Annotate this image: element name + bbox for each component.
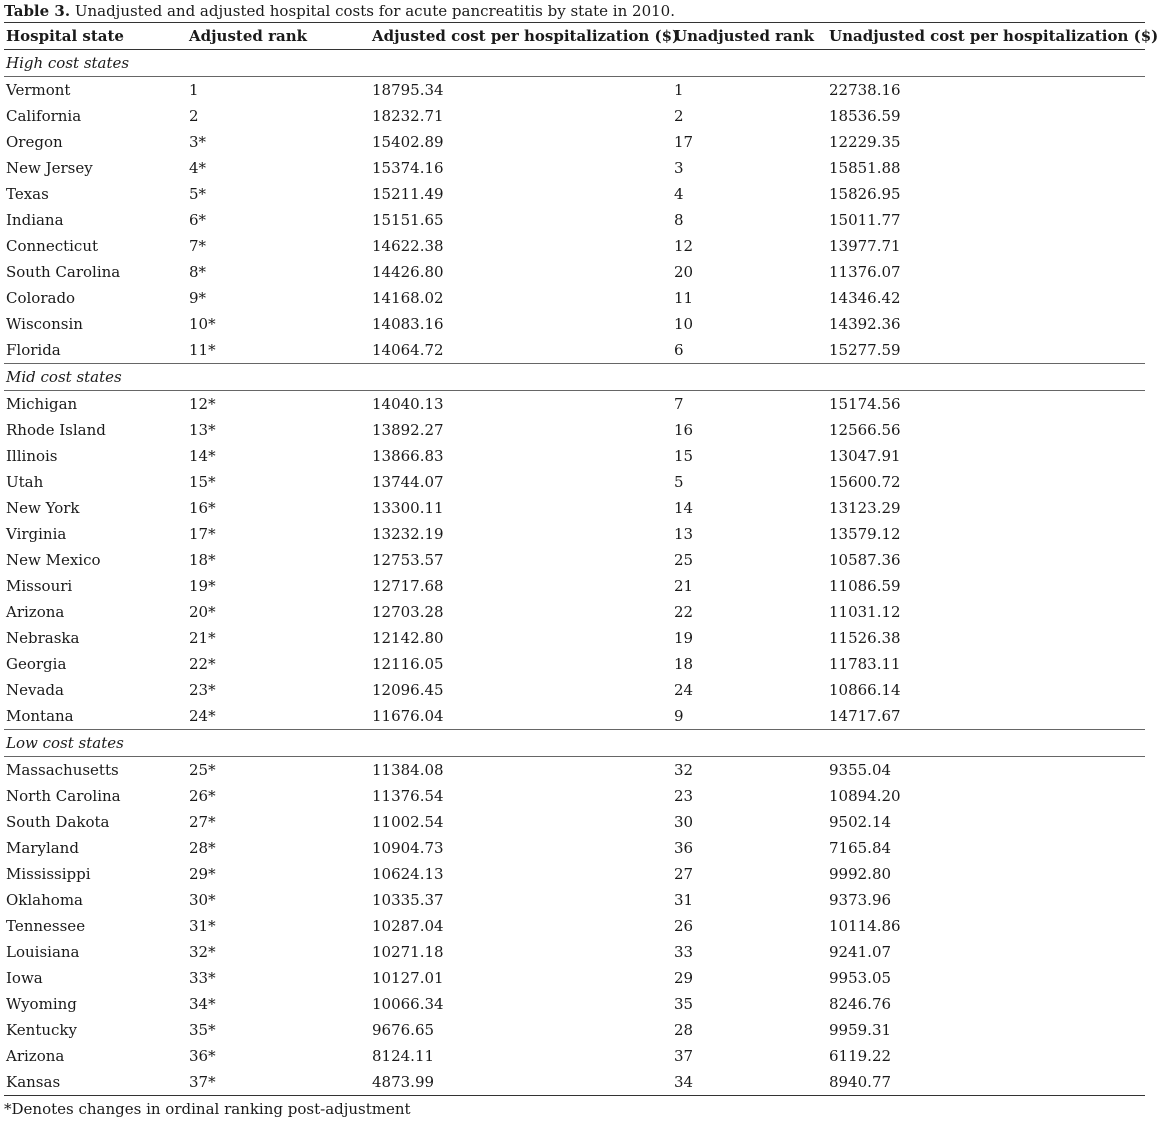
group-title: Low cost states [4, 730, 1145, 757]
table-row [4, 703, 1145, 730]
unadjusted-rank-cell: 10 [674, 315, 694, 333]
adjusted-cost-cell: 12142.80 [372, 629, 444, 647]
state-cell: Nebraska [6, 629, 80, 647]
unadjusted-rank-cell: 20 [674, 263, 694, 281]
state-cell: Missouri [6, 577, 73, 595]
unadjusted-cost-cell: 8940.77 [827, 1069, 1145, 1096]
table-row [4, 129, 1145, 155]
state-cell: Mississippi [6, 865, 91, 883]
adjusted-cost-cell: 12717.68 [372, 577, 444, 595]
adjusted-rank-cell: 9* [189, 289, 207, 307]
table-row [4, 1017, 1145, 1043]
unadjusted-rank-cell: 21 [674, 577, 694, 595]
table-row [4, 599, 1145, 625]
adjusted-rank-cell: 18* [189, 551, 216, 569]
state-cell: Illinois [6, 447, 58, 465]
unadjusted-rank-cell: 7 [674, 395, 684, 413]
adjusted-rank-cell: 6* [189, 211, 207, 229]
table-row [4, 155, 1145, 181]
unadjusted-rank-cell: 24 [674, 681, 694, 699]
unadjusted-cost-cell: 10114.86 [829, 917, 901, 935]
unadjusted-rank-cell: 3 [674, 159, 684, 177]
adjusted-rank-cell: 26* [189, 787, 216, 805]
adjusted-rank-cell: 7* [189, 237, 207, 255]
unadjusted-cost-cell: 14392.36 [829, 315, 901, 333]
unadjusted-cost-cell: 22738.16 [829, 81, 901, 99]
unadjusted-rank-cell: 31 [674, 891, 694, 909]
caption-label: Table 3. [4, 2, 71, 20]
col-adjusted-rank: Adjusted rank [187, 23, 370, 50]
table-row [4, 757, 1145, 784]
state-cell: New Mexico [6, 551, 101, 569]
adjusted-rank-cell: 12* [189, 395, 216, 413]
table-row [4, 809, 1145, 835]
header-row [4, 23, 1145, 50]
adjusted-rank-cell: 36* [189, 1047, 216, 1065]
adjusted-cost-cell: 14168.02 [372, 289, 444, 307]
unadjusted-cost-cell: 11783.11 [829, 655, 901, 673]
adjusted-cost-cell: 10624.13 [372, 865, 444, 883]
unadjusted-rank-cell: 1 [674, 81, 684, 99]
adjusted-rank-cell: 37* [187, 1069, 370, 1096]
unadjusted-rank-cell: 19 [674, 629, 694, 647]
state-cell: Indiana [6, 211, 64, 229]
state-cell: Connecticut [6, 237, 99, 255]
adjusted-rank-cell: 33* [189, 969, 216, 987]
adjusted-rank-cell: 5* [189, 185, 207, 203]
adjusted-rank-cell: 32* [189, 943, 216, 961]
unadjusted-cost-cell: 15851.88 [829, 159, 901, 177]
table-row [4, 469, 1145, 495]
state-cell: South Carolina [6, 263, 121, 281]
group-title: High cost states [4, 50, 1145, 77]
table-row [4, 417, 1145, 443]
unadjusted-cost-cell: 9241.07 [829, 943, 892, 961]
unadjusted-rank-cell: 18 [674, 655, 694, 673]
state-cell: Kansas [4, 1069, 187, 1096]
unadjusted-cost-cell: 9502.14 [829, 813, 892, 831]
unadjusted-cost-cell: 11031.12 [829, 603, 901, 621]
unadjusted-rank-cell: 13 [674, 525, 694, 543]
table-row [4, 939, 1145, 965]
state-cell: Texas [6, 185, 49, 203]
table-row [4, 521, 1145, 547]
state-cell: Vermont [6, 81, 71, 99]
adjusted-rank-cell: 27* [189, 813, 216, 831]
adjusted-rank-cell: 19* [189, 577, 216, 595]
table-row [4, 495, 1145, 521]
state-cell: New Jersey [6, 159, 93, 177]
adjusted-rank-cell: 22* [189, 655, 216, 673]
table-footnote: *Denotes changes in ordinal ranking post-adjustment [4, 1100, 411, 1118]
unadjusted-rank-cell: 30 [674, 813, 694, 831]
adjusted-cost-cell: 10127.01 [372, 969, 444, 987]
unadjusted-cost-cell: 9992.80 [829, 865, 892, 883]
table-row [4, 835, 1145, 861]
unadjusted-rank-cell: 22 [674, 603, 694, 621]
state-cell: Wyoming [6, 995, 77, 1013]
table-row [4, 259, 1145, 285]
state-cell: South Dakota [6, 813, 110, 831]
col-unadjusted-cost: Unadjusted cost per hospitalization ($) [827, 23, 1145, 50]
group-header-row [4, 50, 1145, 77]
table-row [4, 233, 1145, 259]
adjusted-cost-cell: 15374.16 [372, 159, 444, 177]
unadjusted-cost-cell: 10866.14 [829, 681, 901, 699]
state-cell: Iowa [6, 969, 43, 987]
unadjusted-rank-cell: 12 [674, 237, 694, 255]
state-cell: Colorado [6, 289, 76, 307]
unadjusted-cost-cell: 9355.04 [829, 761, 892, 779]
table-body [4, 50, 1145, 1096]
adjusted-cost-cell: 10066.34 [372, 995, 444, 1013]
unadjusted-rank-cell: 27 [674, 865, 694, 883]
unadjusted-rank-cell: 14 [674, 499, 694, 517]
adjusted-cost-cell: 13892.27 [372, 421, 444, 439]
adjusted-rank-cell: 1 [189, 81, 199, 99]
state-cell: Massachusetts [6, 761, 119, 779]
unadjusted-cost-cell: 11376.07 [829, 263, 901, 281]
state-cell: Arizona [6, 1047, 65, 1065]
state-cell: Utah [6, 473, 44, 491]
unadjusted-rank-cell: 16 [674, 421, 694, 439]
table-caption [4, 0, 1145, 22]
adjusted-cost-cell: 15151.65 [372, 211, 444, 229]
table-row [4, 207, 1145, 233]
table-row [4, 547, 1145, 573]
unadjusted-rank-cell: 28 [674, 1021, 694, 1039]
table-row [4, 913, 1145, 939]
adjusted-cost-cell: 10904.73 [372, 839, 444, 857]
col-unadjusted-rank: Unadjusted rank [672, 23, 827, 50]
adjusted-cost-cell: 10271.18 [372, 943, 444, 961]
state-cell: Rhode Island [6, 421, 106, 439]
adjusted-rank-cell: 20* [189, 603, 216, 621]
unadjusted-cost-cell: 9373.96 [829, 891, 892, 909]
adjusted-rank-cell: 10* [189, 315, 216, 333]
unadjusted-cost-cell: 8246.76 [829, 995, 892, 1013]
unadjusted-cost-cell: 13579.12 [829, 525, 901, 543]
table-row [4, 887, 1145, 913]
unadjusted-cost-cell: 15277.59 [829, 341, 901, 359]
adjusted-cost-cell: 13866.83 [372, 447, 444, 465]
adjusted-rank-cell: 29* [189, 865, 216, 883]
unadjusted-cost-cell: 9953.05 [829, 969, 892, 987]
adjusted-cost-cell: 10287.04 [372, 917, 444, 935]
unadjusted-rank-cell: 25 [674, 551, 694, 569]
adjusted-cost-cell: 11384.08 [372, 761, 444, 779]
adjusted-rank-cell: 14* [189, 447, 216, 465]
unadjusted-cost-cell: 6119.22 [829, 1047, 892, 1065]
col-hospital-state: Hospital state [4, 23, 187, 50]
adjusted-cost-cell: 14040.13 [372, 395, 444, 413]
adjusted-cost-cell: 12116.05 [372, 655, 444, 673]
adjusted-rank-cell: 25* [189, 761, 216, 779]
table-row [4, 285, 1145, 311]
adjusted-rank-cell: 8* [189, 263, 207, 281]
unadjusted-cost-cell: 14346.42 [829, 289, 901, 307]
adjusted-cost-cell: 14426.80 [372, 263, 444, 281]
state-cell: Oklahoma [6, 891, 83, 909]
cost-table [4, 22, 1159, 1096]
unadjusted-rank-cell: 29 [674, 969, 694, 987]
adjusted-cost-cell: 14064.72 [372, 341, 444, 359]
unadjusted-cost-cell: 13977.71 [829, 237, 901, 255]
unadjusted-rank-cell: 33 [674, 943, 694, 961]
table-row [4, 1069, 1145, 1096]
table-row [4, 783, 1145, 809]
adjusted-rank-cell: 34* [189, 995, 216, 1013]
state-cell: Kentucky [6, 1021, 77, 1039]
unadjusted-cost-cell: 13047.91 [829, 447, 901, 465]
state-cell: North Carolina [6, 787, 121, 805]
adjusted-cost-cell: 15211.49 [372, 185, 444, 203]
unadjusted-rank-cell: 8 [674, 211, 684, 229]
unadjusted-rank-cell: 35 [674, 995, 694, 1013]
unadjusted-rank-cell: 26 [674, 917, 694, 935]
adjusted-rank-cell: 3* [189, 133, 207, 151]
adjusted-cost-cell: 18795.34 [372, 81, 444, 99]
adjusted-cost-cell: 4873.99 [370, 1069, 672, 1096]
adjusted-cost-cell: 15402.89 [372, 133, 444, 151]
table-row [4, 677, 1145, 703]
table-row [4, 1043, 1145, 1069]
adjusted-rank-cell: 17* [189, 525, 216, 543]
adjusted-rank-cell: 30* [189, 891, 216, 909]
adjusted-cost-cell: 11376.54 [372, 787, 444, 805]
unadjusted-rank-cell: 11 [674, 289, 694, 307]
adjusted-rank-cell: 15* [189, 473, 216, 491]
unadjusted-rank-cell: 23 [674, 787, 694, 805]
table-row [4, 991, 1145, 1017]
adjusted-rank-cell: 2 [189, 107, 199, 125]
table-row [4, 103, 1145, 129]
unadjusted-cost-cell: 18536.59 [829, 107, 901, 125]
table-row [4, 443, 1145, 469]
table-container [4, 0, 1159, 1122]
adjusted-rank-cell: 16* [189, 499, 216, 517]
group-header-row [4, 364, 1145, 391]
unadjusted-rank-cell: 32 [674, 761, 694, 779]
table-row [4, 965, 1145, 991]
table-row [4, 181, 1145, 207]
unadjusted-cost-cell: 12229.35 [829, 133, 901, 151]
unadjusted-rank-cell: 37 [674, 1047, 694, 1065]
unadjusted-cost-cell: 11526.38 [829, 629, 901, 647]
table-row [4, 77, 1145, 104]
state-cell: California [6, 107, 82, 125]
state-cell: Florida [6, 341, 61, 359]
table-row [4, 651, 1145, 677]
unadjusted-cost-cell: 13123.29 [829, 499, 901, 517]
unadjusted-cost-cell: 15174.56 [829, 395, 901, 413]
unadjusted-rank-cell: 34 [672, 1069, 827, 1096]
table-row [4, 625, 1145, 651]
state-cell: Virginia [6, 525, 67, 543]
state-cell: Georgia [6, 655, 67, 673]
unadjusted-cost-cell: 12566.56 [829, 421, 901, 439]
caption-text: Unadjusted and adjusted hospital costs for acute pancreatitis by state in 2010. [70, 2, 675, 20]
unadjusted-rank-cell: 15 [674, 447, 694, 465]
table-row [4, 861, 1145, 887]
table-row [4, 391, 1145, 418]
unadjusted-rank-cell: 6 [674, 341, 684, 359]
unadjusted-cost-cell: 10587.36 [829, 551, 901, 569]
state-cell: Tennessee [6, 917, 86, 935]
adjusted-cost-cell: 14083.16 [372, 315, 444, 333]
adjusted-rank-cell: 11* [189, 341, 216, 359]
state-cell: Montana [6, 707, 74, 725]
unadjusted-rank-cell: 36 [674, 839, 694, 857]
adjusted-cost-cell: 13232.19 [372, 525, 444, 543]
state-cell: Arizona [6, 603, 65, 621]
unadjusted-cost-cell: 9959.31 [829, 1021, 892, 1039]
adjusted-rank-cell: 4* [189, 159, 207, 177]
adjusted-cost-cell: 11676.04 [372, 707, 444, 725]
unadjusted-cost-cell: 15600.72 [829, 473, 901, 491]
adjusted-rank-cell: 24* [189, 707, 216, 725]
unadjusted-cost-cell: 7165.84 [829, 839, 892, 857]
unadjusted-rank-cell: 17 [674, 133, 694, 151]
state-cell: Oregon [6, 133, 63, 151]
table-row [4, 337, 1145, 364]
state-cell: New York [6, 499, 80, 517]
col-adjusted-cost: Adjusted cost per hospitalization ($) [370, 23, 672, 50]
unadjusted-cost-cell: 15826.95 [829, 185, 901, 203]
adjusted-rank-cell: 23* [189, 681, 216, 699]
state-cell: Louisiana [6, 943, 80, 961]
adjusted-cost-cell: 10335.37 [372, 891, 444, 909]
state-cell: Nevada [6, 681, 64, 699]
state-cell: Maryland [6, 839, 79, 857]
adjusted-cost-cell: 9676.65 [372, 1021, 435, 1039]
adjusted-cost-cell: 8124.11 [372, 1047, 435, 1065]
adjusted-rank-cell: 35* [189, 1021, 216, 1039]
table-row [4, 311, 1145, 337]
unadjusted-cost-cell: 15011.77 [829, 211, 901, 229]
unadjusted-cost-cell: 11086.59 [829, 577, 901, 595]
group-header-row [4, 730, 1145, 757]
adjusted-rank-cell: 28* [189, 839, 216, 857]
table-row [4, 573, 1145, 599]
adjusted-cost-cell: 12753.57 [372, 551, 444, 569]
adjusted-rank-cell: 31* [189, 917, 216, 935]
adjusted-rank-cell: 13* [189, 421, 216, 439]
adjusted-cost-cell: 12096.45 [372, 681, 444, 699]
unadjusted-cost-cell: 10894.20 [829, 787, 901, 805]
adjusted-cost-cell: 18232.71 [372, 107, 444, 125]
unadjusted-rank-cell: 4 [674, 185, 684, 203]
adjusted-rank-cell: 21* [189, 629, 216, 647]
adjusted-cost-cell: 11002.54 [372, 813, 444, 831]
adjusted-cost-cell: 13744.07 [372, 473, 444, 491]
unadjusted-rank-cell: 2 [674, 107, 684, 125]
adjusted-cost-cell: 12703.28 [372, 603, 444, 621]
unadjusted-cost-cell: 14717.67 [829, 707, 901, 725]
unadjusted-rank-cell: 5 [674, 473, 684, 491]
unadjusted-rank-cell: 9 [674, 707, 684, 725]
adjusted-cost-cell: 13300.11 [372, 499, 444, 517]
group-title: Mid cost states [4, 364, 1145, 391]
state-cell: Michigan [6, 395, 78, 413]
adjusted-cost-cell: 14622.38 [372, 237, 444, 255]
state-cell: Wisconsin [6, 315, 83, 333]
